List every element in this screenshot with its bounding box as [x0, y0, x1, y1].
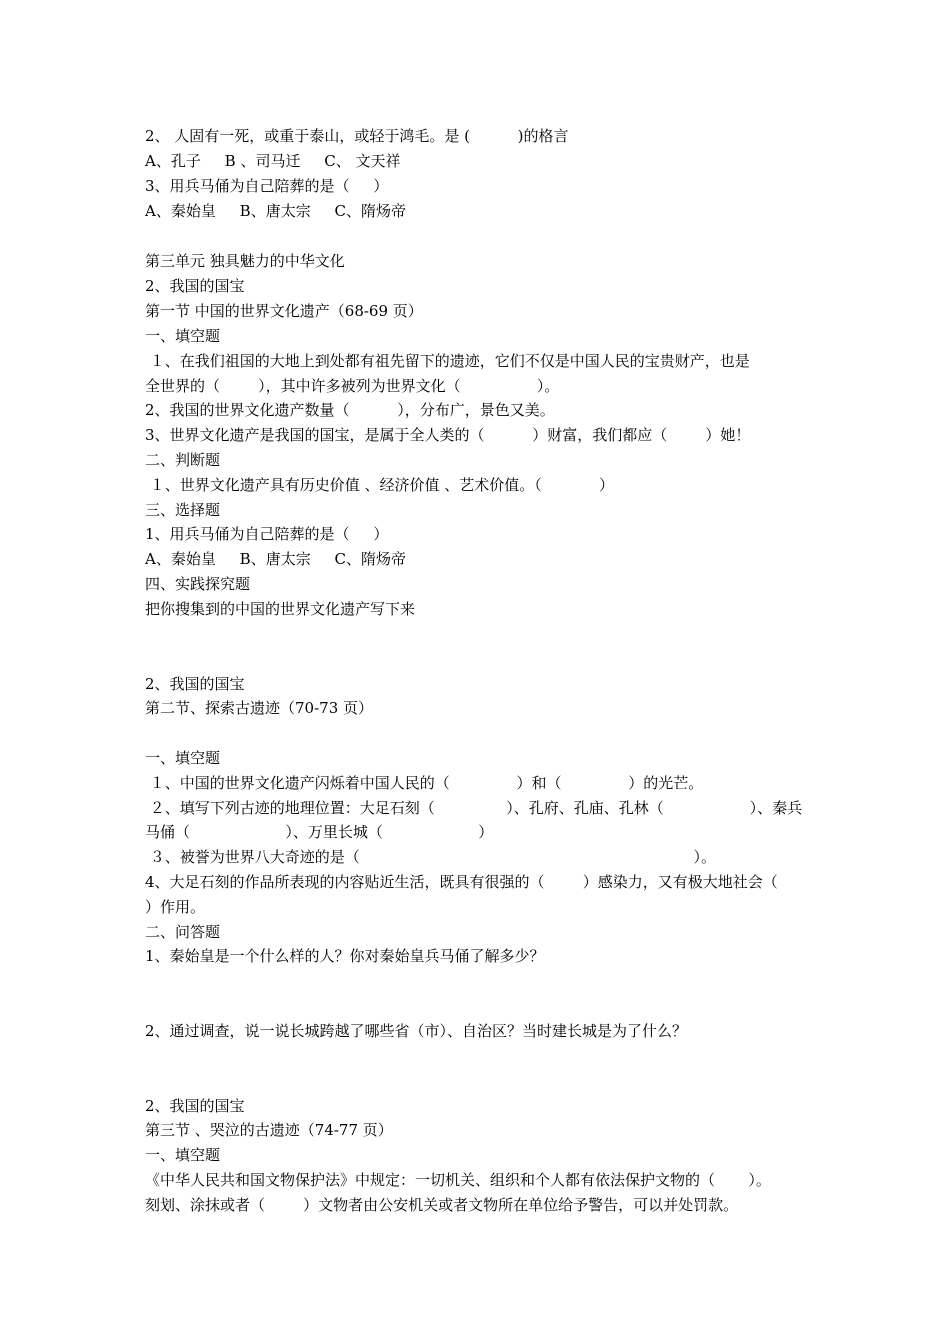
- question-line: 1、秦始皇是一个什么样的人？你对秦始皇兵马俑了解多少？: [145, 947, 545, 965]
- options-line: A、秦始皇 B、唐太宗 C、隋炀帝: [145, 550, 407, 568]
- question-line: 把你搜集到的中国的世界文化遗产写下来: [145, 600, 416, 618]
- part-heading: 一、填空题: [145, 1146, 221, 1164]
- topic-heading: 2、我国的国宝: [145, 277, 245, 295]
- question-line: 2、通过调查，说一说长城跨越了哪些省（市）、自治区？当时建长城是为了什么？: [145, 1022, 688, 1040]
- section-heading: 第二节、探索古遗迹（70-73 页）: [145, 699, 374, 717]
- section-heading: 第三节 、哭泣的古遗迹（74-77 页）: [145, 1121, 393, 1139]
- options-line: A、孔子 B 、司马迁 C、 文天祥: [145, 152, 401, 170]
- question-line: 马俑（ ）、万里长城（ ）: [145, 823, 494, 841]
- question-line: １、中国的世界文化遗产闪烁着中国人民的（ ）和（ ）的光芒。: [145, 774, 704, 792]
- options-line: A、秦始皇 B、唐太宗 C、隋炀帝: [145, 202, 407, 220]
- topic-heading: 2、我国的国宝: [145, 1097, 245, 1115]
- unit-heading: 第三单元 独具魅力的中华文化: [145, 252, 345, 270]
- question-line: 全世界的（ ），其中许多被列为世界文化（ ）。: [145, 377, 560, 395]
- question-line: 3、用兵马俑为自己陪葬的是（ ）: [145, 177, 389, 195]
- topic-heading: 2、我国的国宝: [145, 675, 245, 693]
- part-heading: 二、问答题: [145, 923, 221, 941]
- question-line: １、在我们祖国的大地上到处都有祖先留下的遗迹，它们不仅是中国人民的宝贵财产，也是: [145, 352, 750, 370]
- question-line: 刻划、涂抹或者（ ）文物者由公安机关或者文物所在单位给予警告，可以并处罚款。: [145, 1196, 739, 1214]
- question-line: １、世界文化遗产具有历史价值 、经济价值 、艺术价值。（ ）: [145, 476, 615, 494]
- part-heading: 二、判断题: [145, 451, 221, 469]
- question-line: 2、我国的世界文化遗产数量（ ），分布广，景色又美。: [145, 401, 555, 419]
- part-heading: 三、选择题: [145, 501, 221, 519]
- question-line: 2、 人固有一死，或重于泰山，或轻于鸿毛。是 ( )的格言: [145, 127, 569, 145]
- question-line: ）作用。: [145, 898, 206, 916]
- question-line: 4、大足石刻的作品所表现的内容贴近生活，既具有很强的（ ）感染力，又有极大地社会（: [145, 873, 778, 891]
- question-line: 1、用兵马俑为自己陪葬的是（ ）: [145, 525, 389, 543]
- part-heading: 一、填空题: [145, 749, 221, 767]
- question-line: 《中华人民共和国文物保护法》中规定：一切机关、组织和个人都有依法保护文物的（ ）。: [145, 1171, 771, 1189]
- part-heading: 一、填空题: [145, 327, 221, 345]
- section-heading: 第一节 中国的世界文化遗产（68-69 页）: [145, 302, 423, 320]
- question-line: ２、填写下列古迹的地理位置：大足石刻（ ）、孔府、孔庙、孔林（ ）、秦兵: [145, 799, 803, 817]
- question-line: ３、被誉为世界八大奇迹的是（ ）。: [145, 848, 717, 866]
- part-heading: 四、实践探究题: [145, 575, 251, 593]
- question-line: 3、世界文化遗产是我国的国宝，是属于全人类的（ ）财富，我们都应（ ）她！: [145, 426, 751, 444]
